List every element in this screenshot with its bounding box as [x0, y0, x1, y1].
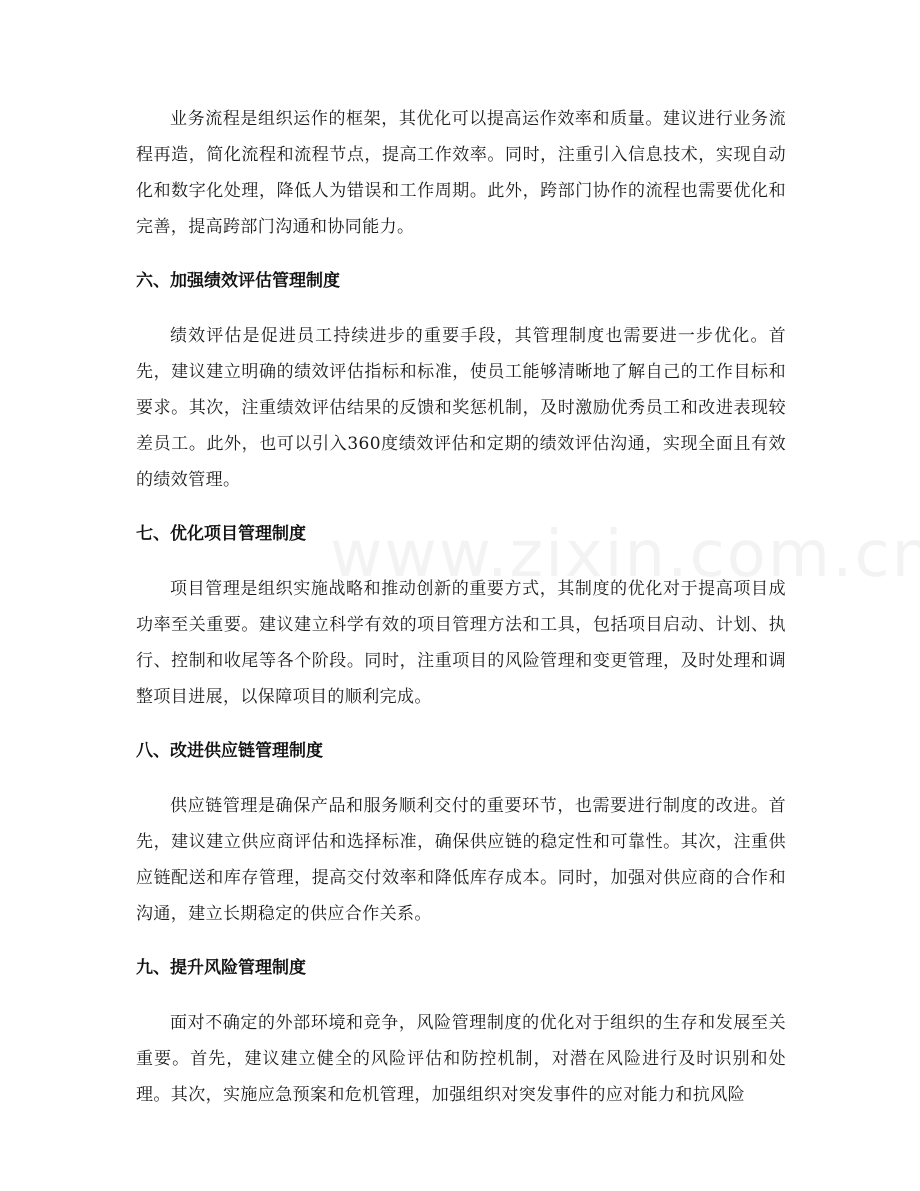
section-heading-supply-chain: 八、改进供应链管理制度 [136, 741, 323, 761]
section-heading-performance: 六、加强绩效评估管理制度 [136, 271, 340, 291]
section-heading-project: 七、优化项目管理制度 [136, 524, 306, 544]
paragraph-business-process: 业务流程是组织运作的框架，其优化可以提高运作效率和质量。建议进行业务流程再造，简化流程和流程节点，提高工作效率。同时，注重引入信息技术，实现自动化和数字化处理，降低人为错误和工作周期。此外，跨部门协作的流程也需要优化和完善，提高跨部门沟通和协同能力。 [136, 109, 786, 237]
paragraph-risk: 面对不确定的外部环境和竞争，风险管理制度的优化对于组织的生存和发展至关重要。首先，建议建立健全的风险评估和防控机制，对潜在风险进行及时识别和处理。其次，实施应急预案和危机管理，加强组织对突发事件的应对能力和抗风险 [136, 1013, 786, 1105]
document-body [136, 101, 786, 1113]
section-heading-risk: 九、提升风险管理制度 [136, 958, 306, 978]
paragraph-project: 项目管理是组织实施战略和推动创新的重要方式，其制度的优化对于提高项目成功率至关重要。建议建立科学有效的项目管理方法和工具，包括项目启动、计划、执行、控制和收尾等各个阶段。同时，注重项目的风险管理和变更管理，及时处理和调整项目进展，以保障项目的顺利完成。 [136, 579, 786, 707]
paragraph-performance: 绩效评估是促进员工持续进步的重要手段，其管理制度也需要进一步优化。首先，建议建立明确的绩效评估指标和标准，使员工能够清晰地了解自己的工作目标和要求。其次，注重绩效评估结果的反馈和奖惩机制，及时激励优秀员工和改进表现较差员工。此外，也可以引入360度绩效评估和定期的绩效评估沟通，实现全面且有效的绩效管理。 [136, 326, 786, 490]
paragraph-supply-chain: 供应链管理是确保产品和服务顺利交付的重要环节，也需要进行制度的改进。首先，建议建立供应商评估和选择标准，确保供应链的稳定性和可靠性。其次，注重供应链配送和库存管理，提高交付效率和降低库存成本。同时，加强对供应商的合作和沟通，建立长期稳定的供应合作关系。 [136, 796, 786, 924]
